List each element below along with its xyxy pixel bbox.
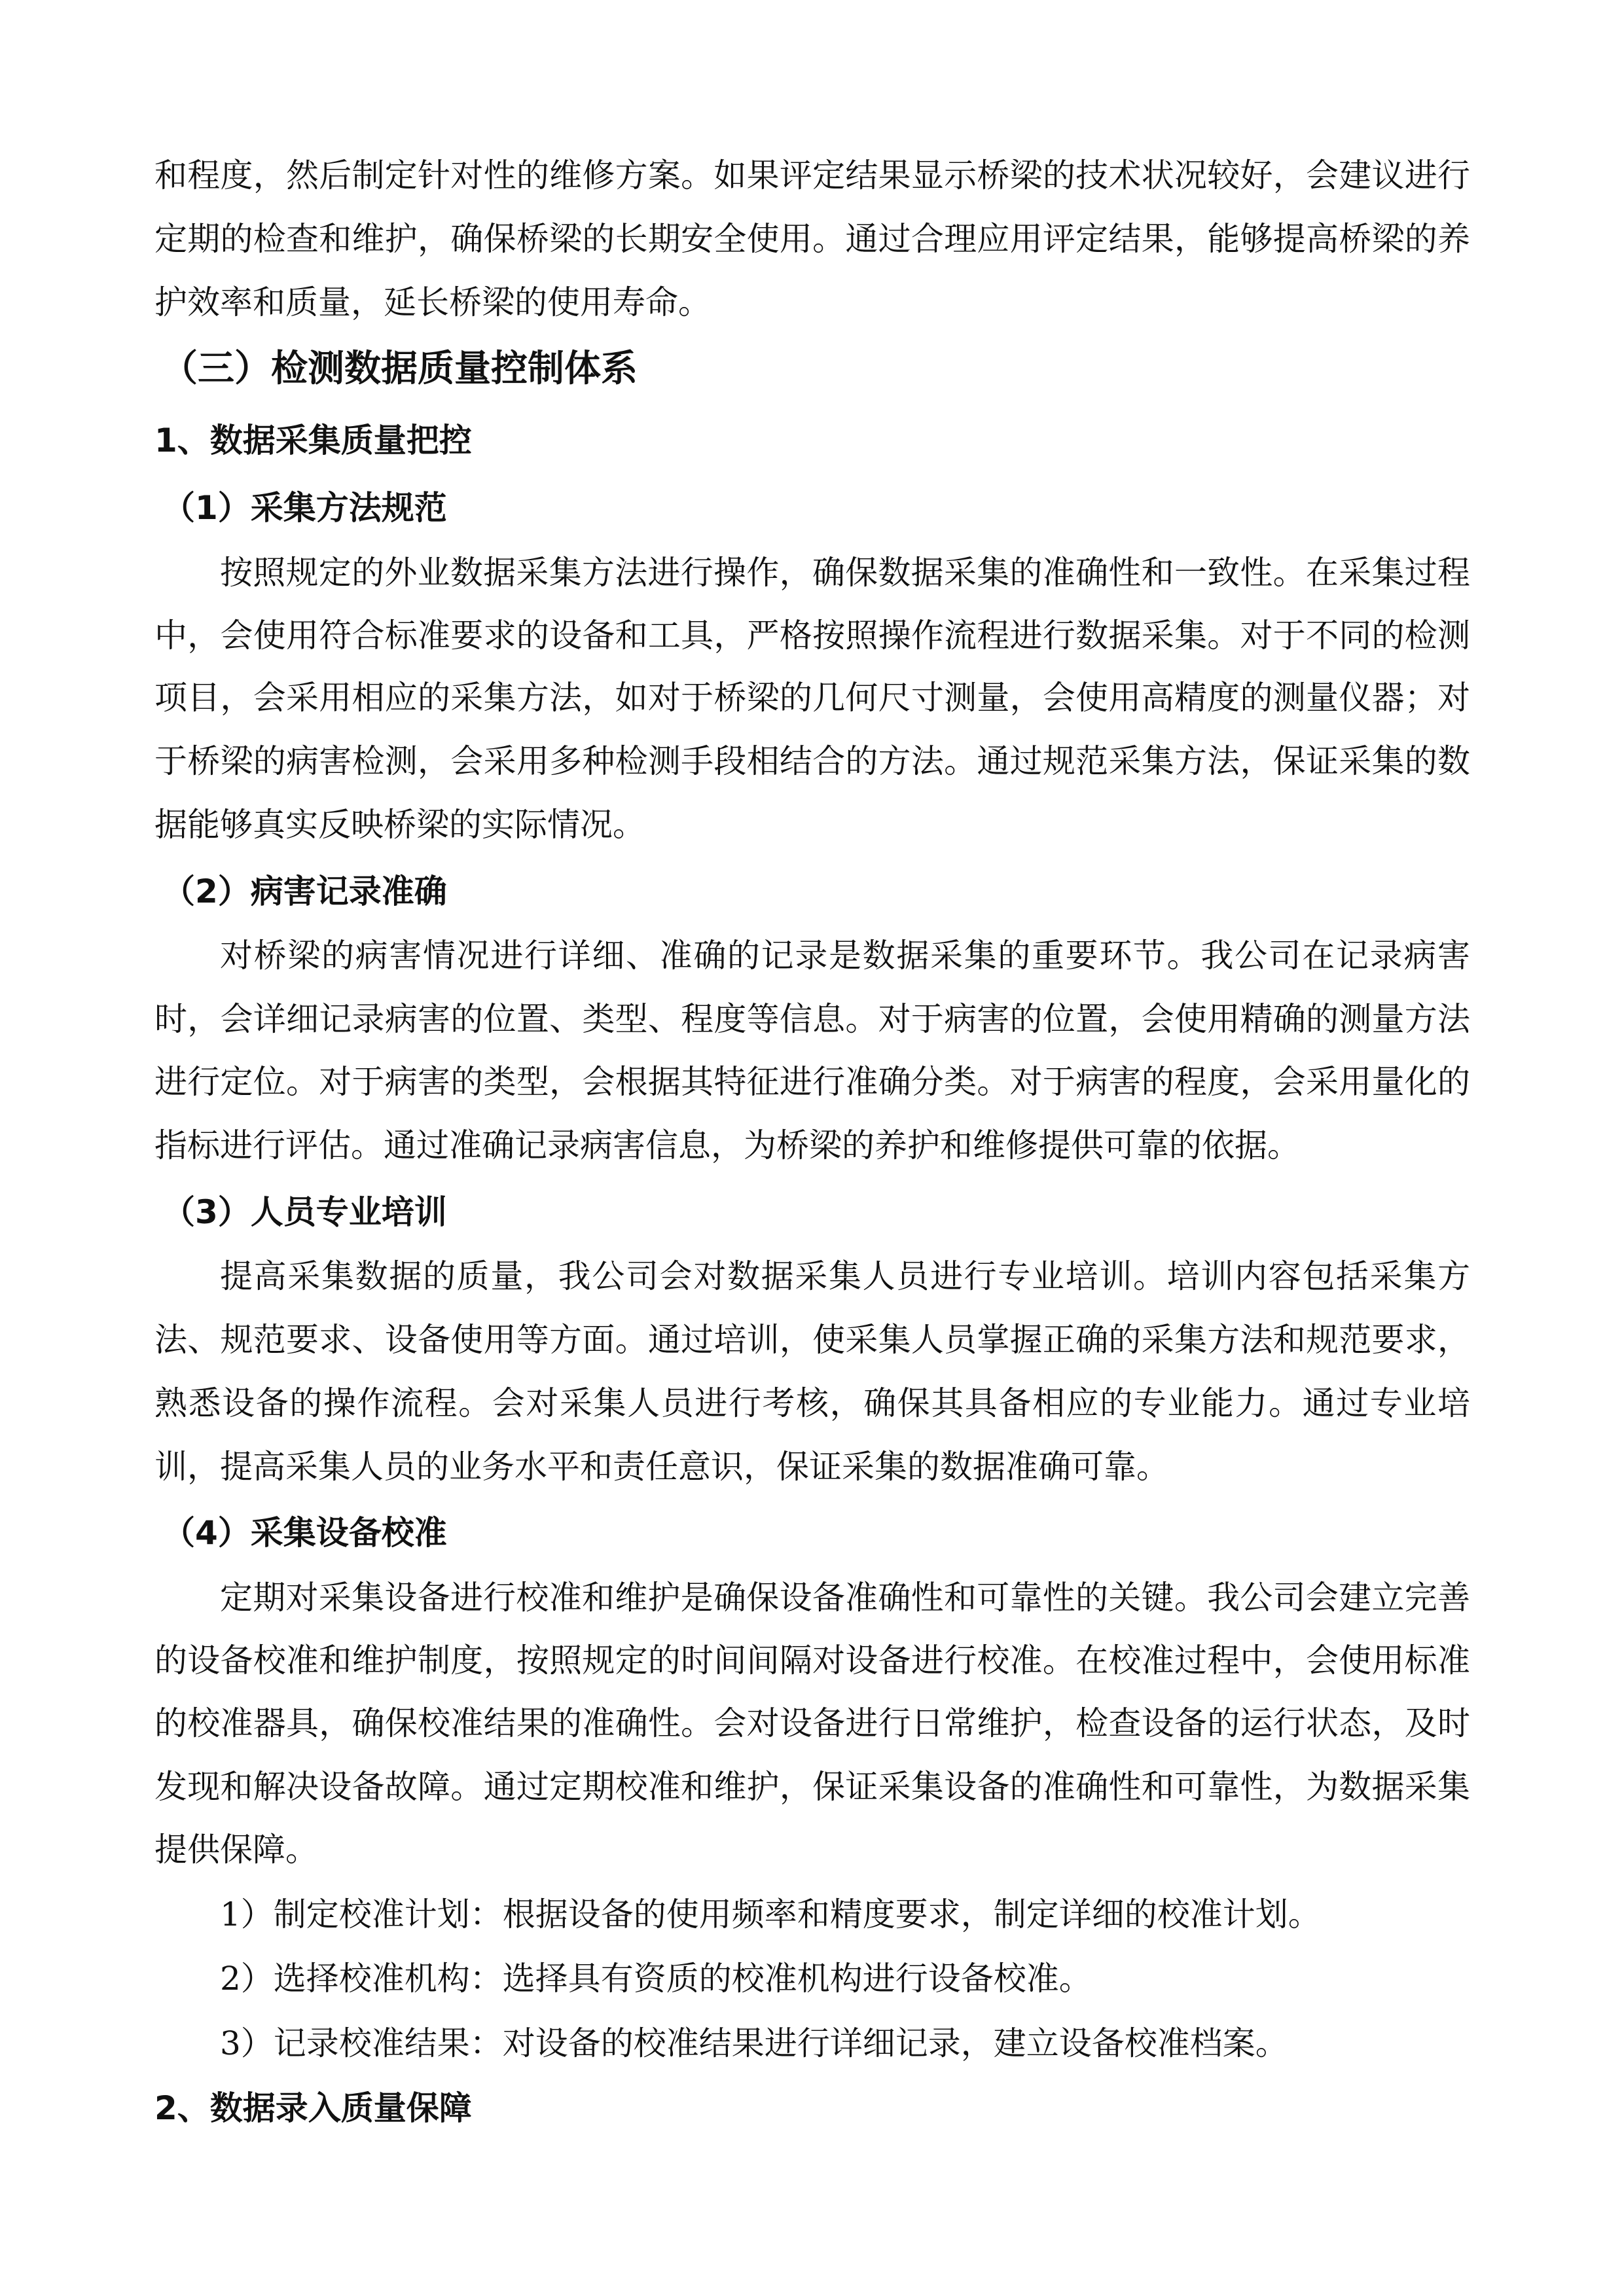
paragraph-line: 的校准器具，确保校准结果的准确性。会对设备进行日常维护，检查设备的运行状态，及时 (154, 1704, 1470, 1742)
paragraph-line: 提高采集数据的质量，我公司会对数据采集人员进行专业培训。培训内容包括采集方 (220, 1257, 1470, 1295)
paragraph-line: 对桥梁的病害情况进行详细、准确的记录是数据采集的重要环节。我公司在记录病害 (220, 937, 1470, 975)
paragraph-line: 熟悉设备的操作流程。会对采集人员进行考核，确保其具备相应的专业能力。通过专业培 (154, 1384, 1470, 1422)
paragraph-line: 于桥梁的病害检测，会采用多种检测手段相结合的方法。通过规范采集方法，保证采集的数 (154, 742, 1470, 780)
subsection-heading: 2、数据录入质量保障 (154, 2089, 472, 2127)
subsection-heading: 1、数据采集质量把控 (154, 422, 472, 459)
list-item: 1）制定校准计划：根据设备的使用频率和精度要求，制定详细的校准计划。 (220, 1895, 1321, 1933)
item-heading: （1）采集方法规范 (162, 489, 447, 527)
paragraph-line: 按照规定的外业数据采集方法进行操作，确保数据采集的准确性和一致性。在采集过程 (220, 554, 1470, 592)
paragraph-line: 定期的检查和维护，确保桥梁的长期安全使用。通过合理应用评定结果，能够提高桥梁的养 (154, 220, 1470, 258)
section-heading: （三）检测数据质量控制体系 (161, 348, 638, 390)
paragraph-line: 训，提高采集人员的业务水平和责任意识，保证采集的数据准确可靠。 (154, 1448, 1169, 1486)
paragraph-line: 时，会详细记录病害的位置、类型、程度等信息。对于病害的位置，会使用精确的测量方法 (154, 1000, 1470, 1038)
item-heading: （4）采集设备校准 (162, 1514, 447, 1552)
paragraph-line: 法、规范要求、设备使用等方面。通过培训，使采集人员掌握正确的采集方法和规范要求， (154, 1321, 1470, 1359)
list-item: 3）记录校准结果：对设备的校准结果进行详细记录，建立设备校准档案。 (220, 2024, 1288, 2062)
paragraph-line: 发现和解决设备故障。通过定期校准和维护，保证采集设备的准确性和可靠性，为数据采集 (154, 1768, 1470, 1806)
paragraph-line: 中，会使用符合标准要求的设备和工具，严格按照操作流程进行数据采集。对于不同的检测 (154, 617, 1470, 655)
paragraph-line: 指标进行评估。通过准确记录病害信息，为桥梁的养护和维修提供可靠的依据。 (154, 1126, 1300, 1164)
paragraph-line: 进行定位。对于病害的类型，会根据其特征进行准确分类。对于病害的程度，会采用量化的 (154, 1063, 1470, 1101)
item-heading: （3）人员专业培训 (162, 1193, 447, 1231)
paragraph-line: 提供保障。 (154, 1831, 318, 1869)
paragraph-line: 和程度，然后制定针对性的维修方案。如果评定结果显示桥梁的技术状况较好，会建议进行 (154, 156, 1470, 194)
item-heading: （2）病害记录准确 (162, 872, 447, 910)
paragraph-line: 的设备校准和维护制度，按照规定的时间间隔对设备进行校准。在校准过程中，会使用标准 (154, 1641, 1470, 1679)
paragraph-line: 护效率和质量，延长桥梁的使用寿命。 (154, 283, 711, 321)
paragraph-line: 项目，会采用相应的采集方法，如对于桥梁的几何尺寸测量，会使用高精度的测量仪器；对 (154, 679, 1470, 717)
paragraph-line: 据能够真实反映桥梁的实际情况。 (154, 806, 645, 844)
paragraph-line: 定期对采集设备进行校准和维护是确保设备准确性和可靠性的关键。我公司会建立完善 (220, 1579, 1470, 1617)
list-item: 2）选择校准机构：选择具有资质的校准机构进行设备校准。 (220, 1960, 1092, 1998)
